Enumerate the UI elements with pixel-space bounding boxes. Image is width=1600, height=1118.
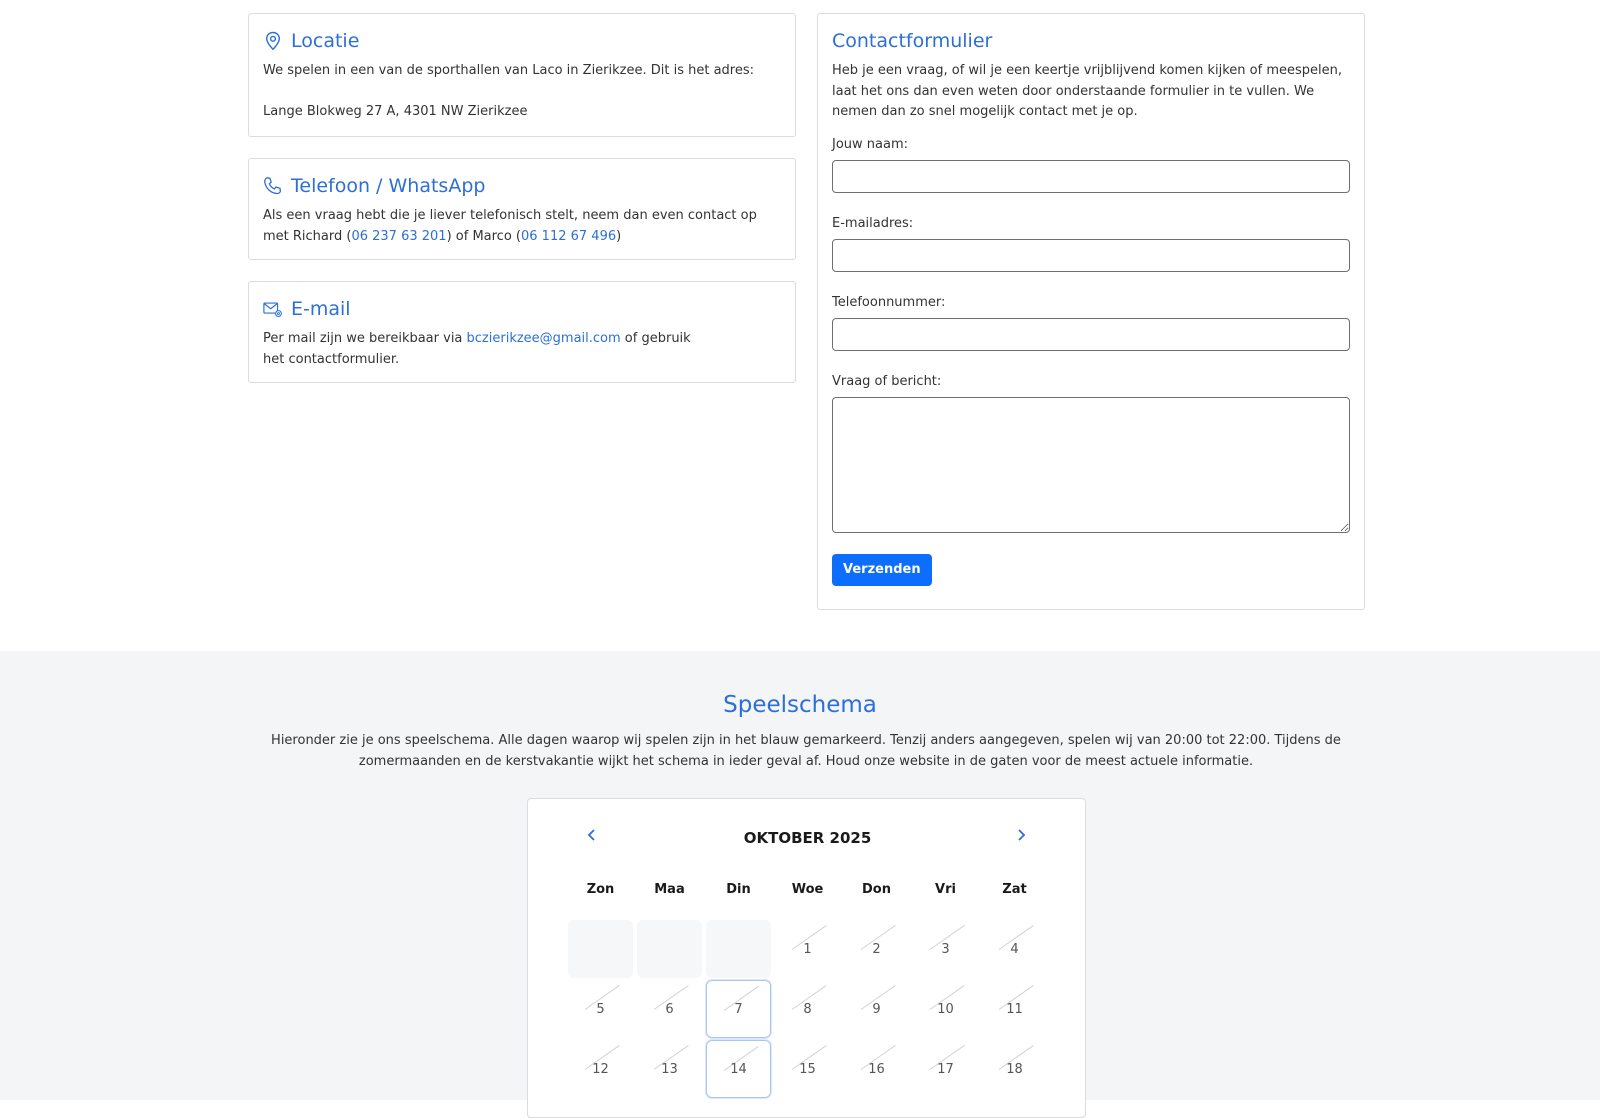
calendar-day[interactable] bbox=[775, 980, 840, 1038]
phone-card bbox=[248, 158, 796, 260]
calendar-grid bbox=[566, 919, 1049, 1099]
message-textarea[interactable] bbox=[832, 397, 1350, 533]
email-card bbox=[248, 281, 796, 383]
calendar-day-played[interactable] bbox=[706, 1040, 771, 1098]
calendar-day[interactable] bbox=[844, 1040, 909, 1098]
calendar-day[interactable] bbox=[568, 1040, 633, 1098]
contact-form-card bbox=[817, 13, 1365, 610]
calendar-day[interactable] bbox=[775, 920, 840, 978]
email-title: E-mail bbox=[291, 298, 351, 320]
calendar bbox=[527, 798, 1086, 1118]
weekday-label: Don bbox=[862, 882, 891, 897]
calendar-day[interactable] bbox=[982, 920, 1047, 978]
phone-link-marco[interactable]: 06 112 67 496 bbox=[521, 229, 617, 244]
calendar-day[interactable] bbox=[913, 920, 978, 978]
calendar-weekday-header bbox=[566, 882, 1049, 897]
calendar-month-label: OKTOBER 2025 bbox=[743, 829, 872, 847]
submit-button[interactable]: Verzenden bbox=[832, 554, 932, 586]
calendar-day[interactable] bbox=[982, 1040, 1047, 1098]
calendar-day[interactable] bbox=[637, 1040, 702, 1098]
phone-text-after: ) bbox=[616, 229, 622, 244]
phone-icon bbox=[263, 176, 283, 196]
weekday-label: Woe bbox=[791, 882, 824, 897]
calendar-day[interactable] bbox=[913, 1040, 978, 1098]
calendar-day-number: 5 bbox=[596, 1001, 605, 1017]
weekday-label: Zon bbox=[586, 882, 615, 897]
envelope-at-icon bbox=[263, 299, 283, 319]
calendar-day-number: 17 bbox=[937, 1061, 954, 1077]
calendar-day-number: 4 bbox=[1010, 941, 1019, 957]
calendar-day[interactable] bbox=[844, 980, 909, 1038]
location-text: We spelen in een van de sporthallen van Laco in Zierikzee. Dit is het adres: bbox=[263, 63, 755, 78]
email-text-after: of gebruik het contactformulier. bbox=[263, 331, 691, 367]
schedule-description: Hieronder zie je ons speelschema. Alle dagen waarop wij spelen zijn in het blauw gemarkeerd. Tenzij anders aangegeven, spelen wij van 20:00 tot 22:00. Tijdens de zomermaanden en de kerstvakantie wijkt het schema in ieder geval af. Houd onze website in de gaten voor de meest actuele informatie. bbox=[271, 733, 1341, 769]
calendar-day-number: 15 bbox=[799, 1061, 816, 1077]
email-text bbox=[263, 328, 703, 370]
phone-label: Telefoonnummer: bbox=[832, 294, 946, 310]
phone-text-middle: ) of Marco ( bbox=[446, 229, 521, 244]
weekday-label: Zat bbox=[1002, 882, 1027, 897]
calendar-day[interactable] bbox=[982, 980, 1047, 1038]
calendar-day-number: 10 bbox=[937, 1001, 954, 1017]
calendar-day[interactable] bbox=[568, 980, 633, 1038]
calendar-day-number: 1 bbox=[803, 941, 812, 957]
chevron-right-icon[interactable] bbox=[1011, 826, 1031, 847]
calendar-day-number: 13 bbox=[661, 1061, 678, 1077]
contact-form-title: Contactformulier bbox=[832, 30, 993, 52]
calendar-day-number: 7 bbox=[734, 1001, 743, 1017]
email-input[interactable] bbox=[832, 239, 1350, 272]
calendar-day-number: 12 bbox=[592, 1061, 609, 1077]
calendar-day-number: 18 bbox=[1006, 1061, 1023, 1077]
name-input[interactable] bbox=[832, 160, 1350, 193]
name-label: Jouw naam: bbox=[832, 136, 909, 152]
phone-heading bbox=[263, 175, 781, 197]
phone-link-richard[interactable]: 06 237 63 201 bbox=[351, 229, 447, 244]
map-pin-icon bbox=[263, 31, 283, 51]
email-label: E-mailadres: bbox=[832, 215, 914, 231]
phone-text bbox=[263, 205, 781, 247]
location-address: Lange Blokweg 27 A, 4301 NW Zierikzee bbox=[263, 104, 528, 119]
email-heading bbox=[263, 298, 781, 320]
email-link[interactable]: bczierikzee@gmail.com bbox=[466, 331, 621, 346]
weekday-label: Din bbox=[726, 882, 751, 897]
calendar-empty-cell bbox=[706, 920, 771, 978]
calendar-day-number: 8 bbox=[803, 1001, 812, 1017]
calendar-day[interactable] bbox=[844, 920, 909, 978]
calendar-day-number: 2 bbox=[872, 941, 881, 957]
phone-title: Telefoon / WhatsApp bbox=[291, 175, 486, 197]
calendar-empty-cell bbox=[637, 920, 702, 978]
calendar-day-played[interactable] bbox=[706, 980, 771, 1038]
calendar-day[interactable] bbox=[913, 980, 978, 1038]
schedule-title: Speelschema bbox=[723, 692, 877, 718]
location-title: Locatie bbox=[291, 30, 360, 52]
email-text-before: Per mail zijn we bereikbaar via bbox=[263, 331, 467, 346]
contact-form-intro: Heb je een vraag, of wil je een keertje vrijblijvend komen kijken of meespelen, laat het ons dan even weten door onderstaande formulier in te vullen. We nemen dan zo snel mogelijk contact met je op. bbox=[832, 63, 1342, 119]
calendar-empty-cell bbox=[568, 920, 633, 978]
calendar-day-number: 9 bbox=[872, 1001, 881, 1017]
schedule-section bbox=[0, 651, 1600, 1100]
location-card bbox=[248, 13, 796, 137]
calendar-day-number: 14 bbox=[730, 1061, 747, 1077]
calendar-day[interactable] bbox=[775, 1040, 840, 1098]
weekday-label: Maa bbox=[654, 882, 685, 897]
phone-input[interactable] bbox=[832, 318, 1350, 351]
weekday-label: Vri bbox=[935, 882, 956, 897]
message-label: Vraag of bericht: bbox=[832, 373, 942, 389]
calendar-day-number: 3 bbox=[941, 941, 950, 957]
calendar-day-number: 16 bbox=[868, 1061, 885, 1077]
calendar-day-number: 11 bbox=[1006, 1001, 1023, 1017]
calendar-day[interactable] bbox=[637, 980, 702, 1038]
phone-text-before: Als een vraag hebt die je liever telefonisch stelt, neem dan even contact op met Richard ( bbox=[263, 208, 757, 244]
location-heading bbox=[263, 30, 781, 52]
calendar-day-number: 6 bbox=[665, 1001, 674, 1017]
